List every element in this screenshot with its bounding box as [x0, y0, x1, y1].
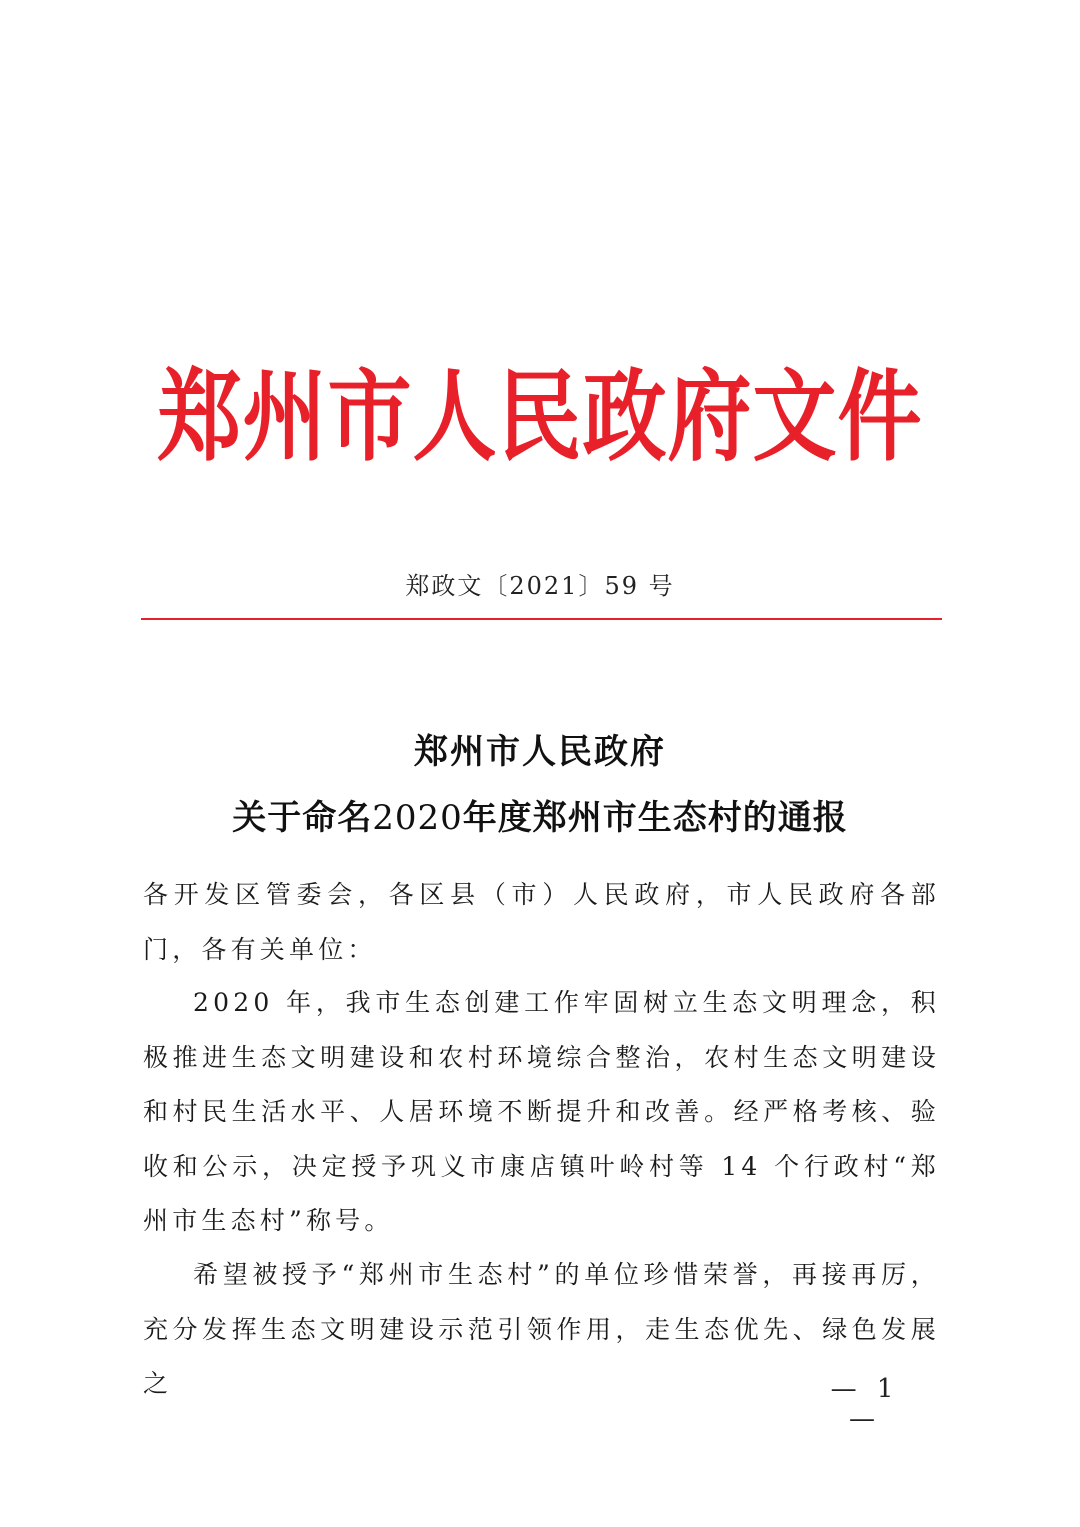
title-suffix: 年度郑州市生态村的通报	[462, 798, 848, 838]
body-paragraph-2: 希望被授予“郑州市生态村”的单位珍惜荣誉，再接再厉，充分发挥生态文明建设示范引领作用，走生态优先、绿色发展之	[143, 1260, 940, 1398]
title-prefix: 关于命名	[232, 798, 373, 838]
notice-title-line-2	[0, 790, 1080, 839]
red-divider-line	[141, 618, 942, 620]
document-number: 郑政文〔2021〕59 号	[405, 572, 675, 600]
body-paragraph-1: 2020 年，我市生态创建工作牢固树立生态文明理念，积极推进生态文明建设和农村环境综合整治，农村生态文明建设和村民生活水平、人居环境不断提升和改善。经严格考核、验收和公示，决定授予巩义市康店镇叶岭村等 14 个行政村“郑州市生态村”称号。	[143, 988, 940, 1235]
salutation: 各开发区管委会，各区县（市）人民政府，市人民政府各部门，各有关单位：	[143, 880, 940, 964]
notice-title-line-1: 郑州市人民政府	[414, 732, 666, 772]
masthead-title: 郑州市人民政府文件	[157, 358, 923, 475]
page-number: — 1 —	[830, 1374, 900, 1434]
title-year: 2020	[372, 798, 463, 838]
